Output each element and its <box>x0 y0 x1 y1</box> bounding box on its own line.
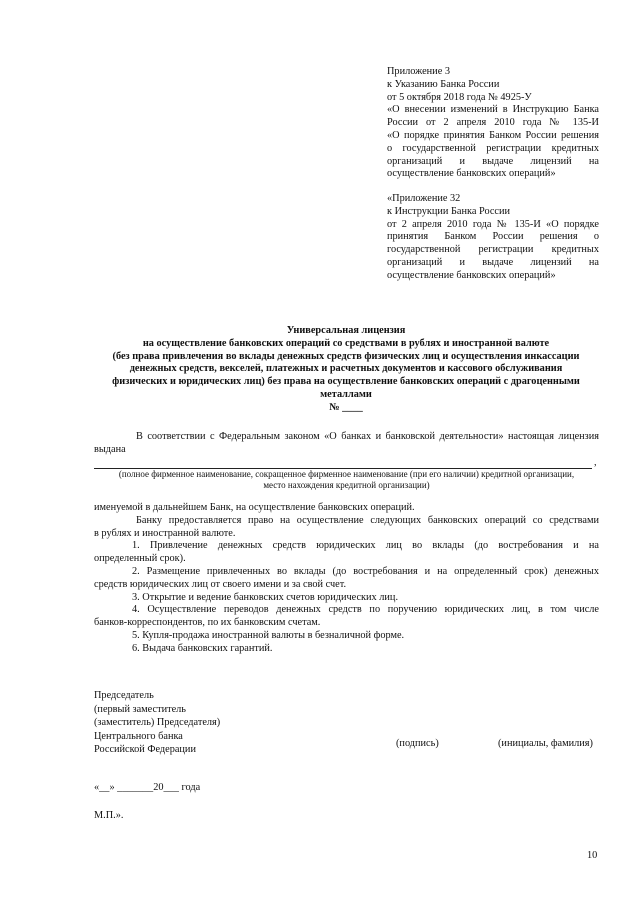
title-line: на осуществление банковских операций со средствами в рублях и иностранной валюте <box>142 337 550 349</box>
caption-line: (полное фирменное наименование, сокращенное фирменное наименование (при его наличии) кредитной организации, <box>118 469 575 479</box>
caption-line: место нахождения кредитной организации) <box>263 480 430 490</box>
initials-label: (инициалы, фамилия) <box>498 738 593 749</box>
appendix-line: организаций и выдаче лицензий на <box>387 155 599 167</box>
appendix-header-2 <box>387 193 599 283</box>
appendix-line: о государственной регистрации кредитных <box>387 142 599 154</box>
grant-line: Банку предоставляется право на осуществление следующих банковских операций со средствами <box>136 514 599 526</box>
appendix-line: к Указанию Банка России <box>387 78 500 90</box>
intro-line: выдана <box>94 443 126 455</box>
list-item-cont: определенный срок). <box>94 553 186 565</box>
signatory-line: Центрального банка <box>94 730 183 742</box>
signatory-block <box>94 689 294 757</box>
appendix-line: России от 2 апреля 2010 года № 135-И <box>387 117 599 129</box>
date-line: «__» _______20___ года <box>94 782 201 793</box>
signatory-line: (заместитель) Председателя) <box>94 717 221 728</box>
comma: , <box>594 457 597 468</box>
appendix-line: «О порядке принятия Банком России решения <box>387 129 599 141</box>
license-number: № ____ <box>329 401 363 413</box>
signatory-line: (первый заместитель <box>94 703 186 715</box>
page-number: 10 <box>587 850 598 861</box>
appendix-line: от 2 апреля 2010 года № 135-И «О порядке <box>387 218 599 230</box>
title-line: Универсальная лицензия <box>286 325 406 336</box>
intro-line: В соответствии с Федеральным законом «О банках и банковской деятельности» настоящая лицензия <box>136 431 599 442</box>
title-line: денежных средств, векселей, платежных и расчетных документов и кассового обслуживания <box>129 363 563 375</box>
title-line: физических и юридических лиц) без права на осуществление банковских операций с драгоценными <box>112 376 580 388</box>
appendix-line: государственной регистрации кредитных <box>387 244 599 256</box>
list-item-cont: банков-корреспондентов, по их банковским счетам. <box>94 617 321 629</box>
signatory-line: Председатель <box>94 690 154 701</box>
license-title <box>92 325 600 415</box>
appendix-header <box>387 66 599 181</box>
title-line: (без права привлечения во вклады денежных средств физических лиц и осуществления инкассации <box>112 350 580 362</box>
list-item: 6. Выдача банковских гарантий. <box>132 642 273 654</box>
signatory-line: Российской Федерации <box>94 744 196 755</box>
title-line: металлами <box>320 388 372 400</box>
named-line: именуемой в дальнейшем Банк, на осуществление банковских операций. <box>94 502 415 513</box>
appendix-line: принятия Банком России решения о <box>387 231 599 243</box>
stamp-place: М.П.». <box>94 810 124 821</box>
signature-label: (подпись) <box>396 738 439 749</box>
list-item: 1. Привлечение денежных средств юридических лиц во вклады (до востребования и на <box>132 540 599 552</box>
list-item: 2. Размещение привлеченных во вклады (до востребования и на определенный срок) денежных <box>132 565 599 577</box>
list-item-cont: средств юридических лиц от своего имени и за свой счет. <box>94 578 347 590</box>
list-item: 4. Осуществление переводов денежных средств по поручению юридических лиц, в том числе <box>132 604 599 616</box>
list-item: 3. Открытие и ведение банковских счетов юридических лиц. <box>132 591 399 603</box>
license-body <box>94 502 599 656</box>
intro-paragraph <box>94 431 599 457</box>
appendix-line: Приложение 3 <box>387 66 450 77</box>
appendix-line: «Приложение 32 <box>387 193 461 204</box>
fill-in-caption <box>94 469 599 491</box>
appendix-line: организаций и выдаче лицензий на <box>387 256 599 268</box>
appendix-line: осуществление банковских операций» <box>387 269 556 281</box>
appendix-line: осуществление банковских операций» <box>387 168 556 180</box>
appendix-line: «О внесении изменений в Инструкцию Банка <box>387 104 599 116</box>
list-item: 5. Купля-продажа иностранной валюты в безналичной форме. <box>132 629 405 641</box>
grant-line: в рублях и иностранной валюте. <box>94 527 236 539</box>
appendix-line: от 5 октября 2018 года № 4925-У <box>387 91 532 103</box>
appendix-line: к Инструкции Банка России <box>387 205 511 217</box>
